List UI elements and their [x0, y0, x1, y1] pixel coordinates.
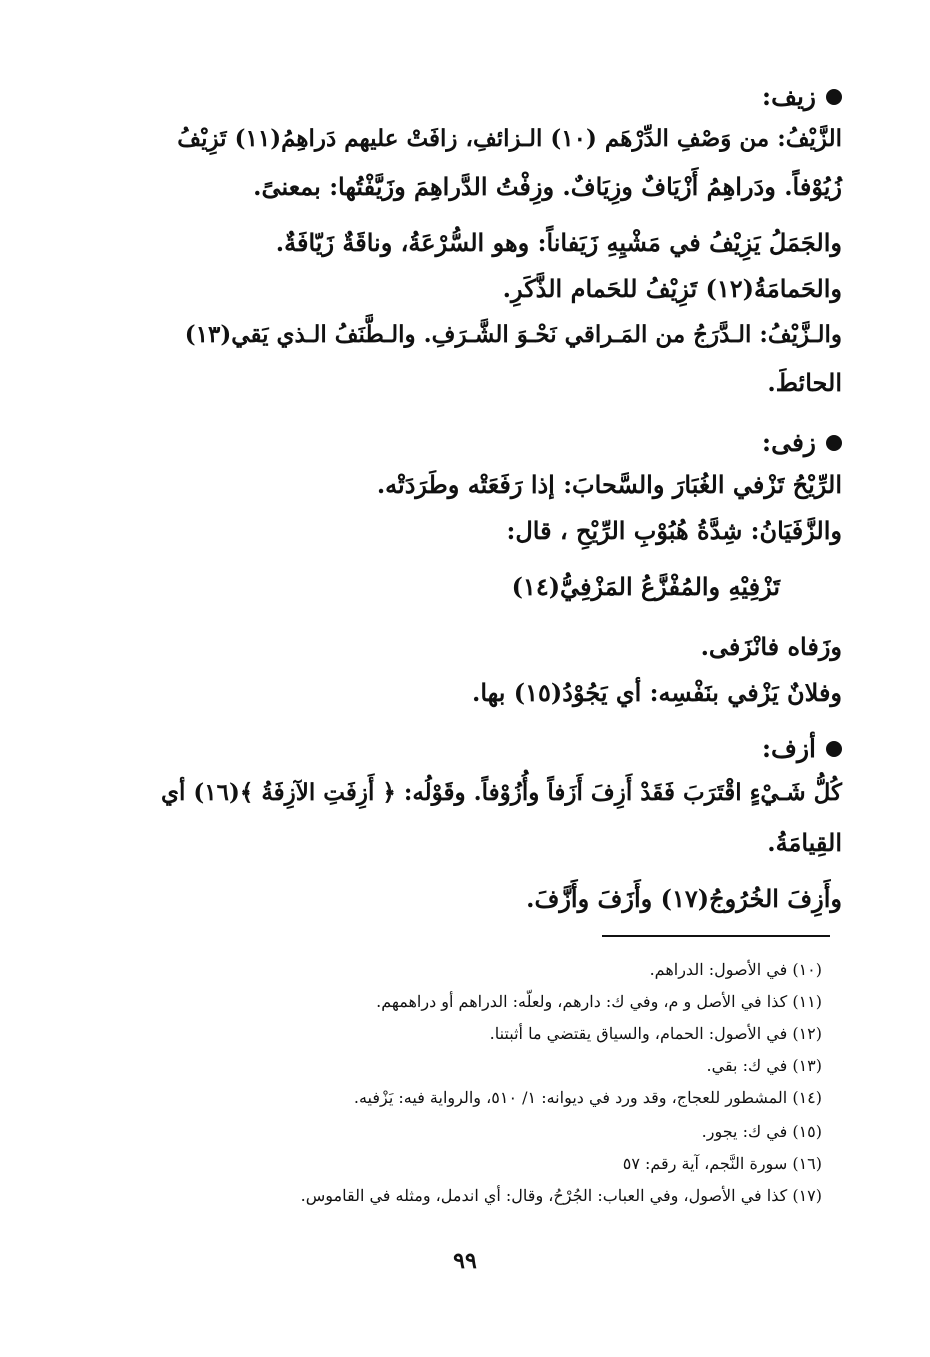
- section-heading-text: زفى:: [761, 428, 816, 457]
- footnote: (١٥) في ك: يجور.: [701, 1122, 822, 1141]
- text-line: وفلانٌ يَزْفي بنَفْسِه: أي يَجُوْدُ(١٥) بها.: [472, 678, 842, 707]
- text-line: وزَفاه فانْزَفى.: [700, 632, 842, 661]
- bullet-icon: [826, 89, 842, 105]
- footnote: (١٧) كذا في الأصول، وفي العباب: الجُرْحُ، وقال: أي اندمل، ومثله في القاموس.: [300, 1186, 822, 1205]
- text-line: الزَّيْفُ: من وَصْفِ الدِّرْهَم (١٠) الـزائفِ، زافَتْ عليهم دَراهِمُ(١١) تَزِيْفُ: [177, 125, 842, 152]
- footnote-separator: [602, 935, 830, 937]
- footnote: (١٠) في الأصول: الدراهم.: [649, 960, 822, 979]
- text-line: والحَمامَةُ(١٢) تَزِيْفُ للحَمام الذَّكَرِ.: [502, 274, 842, 303]
- section-heading-text: أزف:: [761, 734, 816, 763]
- bullet-icon: [826, 741, 842, 757]
- footnote: (١٤) المشطور للعجاج، وقد ورد في ديوانه: ١/ ٥١٠، والرواية فيه: يَزْفيه.: [353, 1088, 822, 1107]
- bullet-icon: [826, 435, 842, 451]
- text-line: والزَّفَيَانُ: شِدَّةُ هُبُوْبِ الرِّيْحِ ، قال:: [506, 516, 842, 545]
- footnote: (١٦) سورة النَّجم، آية رقم: ٥٧: [622, 1154, 822, 1173]
- text-line: والـزَّيْفُ: الـدَّرَجُ من المَـراقي نَحْـوَ الشَّـرَفِ. والـطَّنَفُ الـذي يَقي(١٣): [184, 321, 842, 348]
- footnote: (١٢) في الأصول: الحمام، والسياق يقتضي ما أثبتنا.: [489, 1024, 822, 1043]
- page-number: ٩٩: [453, 1248, 477, 1274]
- verse-line: تَزْفِيْهِ والمُفْزَّعُ المَزْفِيُّ(١٤): [511, 572, 780, 601]
- section-heading-zayf: [762, 80, 842, 114]
- text-line: القِيامَةُ.: [767, 828, 842, 857]
- text-line: الرِّيْحُ تَزْفي الغُبَارَ والسَّحابَ: إذا رَفَعَتْه وطَرَدَتْه.: [376, 470, 842, 499]
- footnote: (١٣) في ك: بقي.: [706, 1056, 822, 1075]
- section-heading-zafa: [762, 426, 842, 460]
- section-heading-text: زيف:: [761, 82, 816, 111]
- footnote: (١١) كذا في الأصل و م، وفي ك: دارهم، ولعلّه: الدراهم أو دراهمهم.: [376, 992, 822, 1011]
- text-line: والجَمَلُ يَزِيْفُ في مَشْيِهِ زَيَفاناً: وهو السُّرْعَةُ، وناقَةٌ زَيّافَةٌ.: [275, 228, 842, 257]
- text-line: وأَزِفَ الخُرُوجُ(١٧) وأَزَفَ وأَزَّفَ.: [526, 884, 842, 913]
- section-heading-azif: [762, 732, 842, 766]
- text-line: الحائطَ.: [767, 368, 842, 397]
- text-line: زُيُوْفاً. ودَراهِمُ أَزْيَافٌ وزِيَافٌ. وزِفْتُ الدَّراهِمَ وزَيَّفْتُها: بمعنىً.: [253, 172, 842, 201]
- text-line: كُلُّ شَـيْءٍ اقْتَرَبَ فَقَدْ أَزِفَ أَزَفاً وأُزُوْفاً. وقَوْلُه: ﴿ أَزِفَتِ الآزِفَةُ ﴾(١٦) أي: [160, 779, 842, 806]
